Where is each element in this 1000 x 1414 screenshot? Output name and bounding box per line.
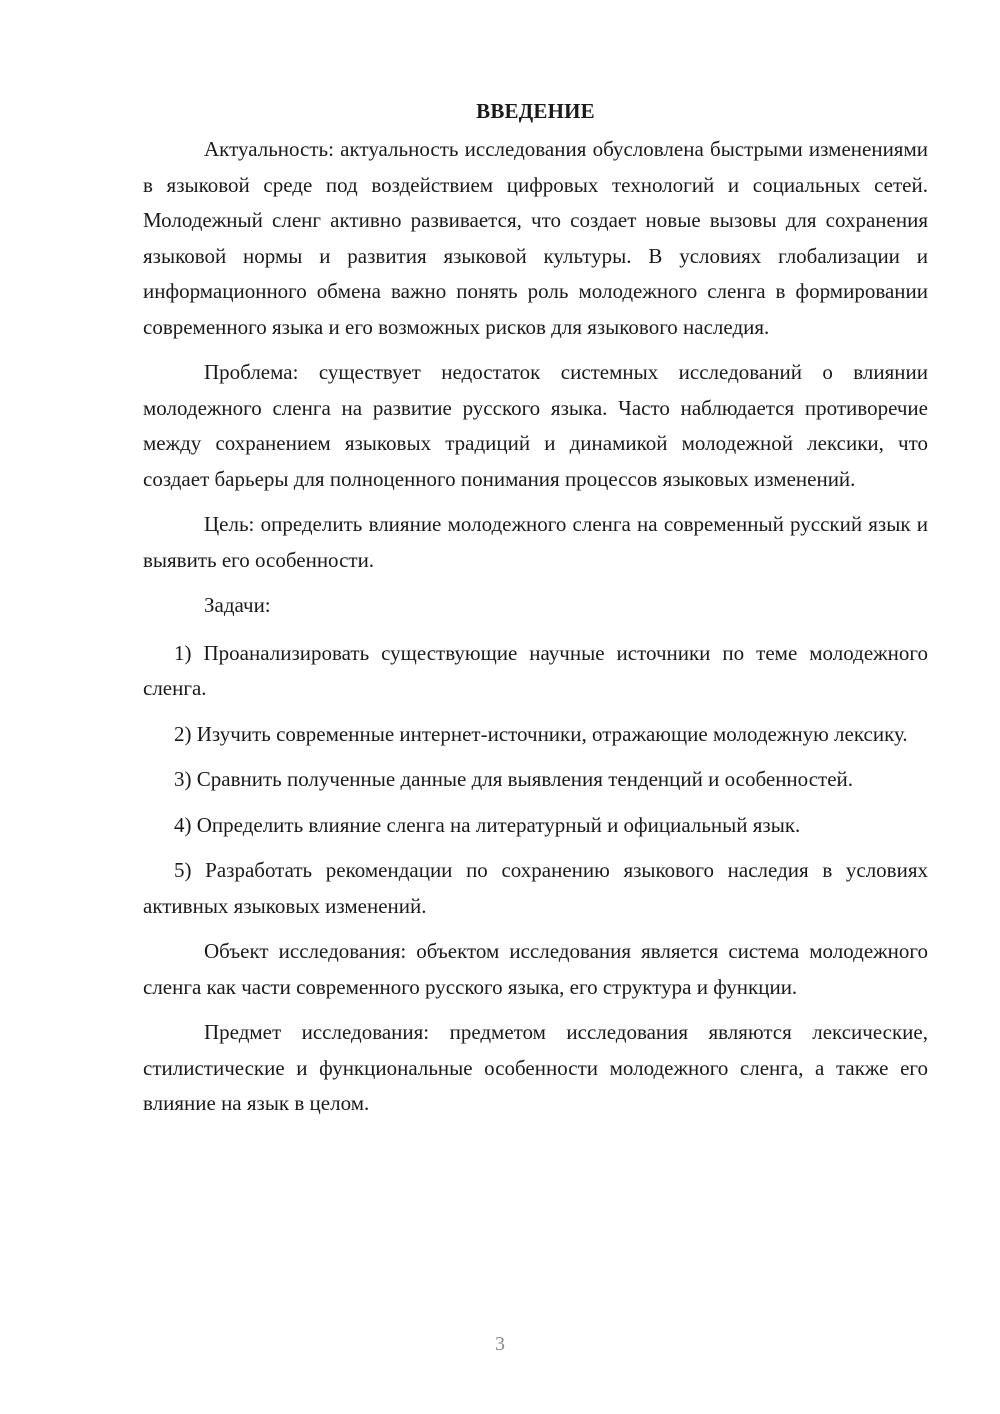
task-item-3: 3) Сравнить полученные данные для выявления тенденций и особенностей.: [174, 767, 854, 791]
problem-paragraph: Проблема: существует недостаток системных исследований о влиянии молодежного сленга на развитие русского языка. Часто наблюдается противоречие между сохранением языковых традиций и динамикой молодежной лексики, что создает барьеры для полноценного понимания процессов языковых изменений.: [143, 360, 928, 491]
section-heading: ВВЕДЕНИЕ: [476, 99, 595, 123]
subject-paragraph: Предмет исследования: предметом исследования являются лексические, стилистические и функциональные особенности молодежного сленга, а также его влияние на язык в целом.: [143, 1020, 928, 1115]
page-content: [143, 96, 928, 1132]
task-item-5: 5) Разработать рекомендации по сохранению языкового наследия в условиях активных языковых изменений.: [143, 858, 928, 918]
relevance-paragraph: Актуальность: актуальность исследования обусловлена быстрыми изменениями в языковой среде под воздействием цифровых технологий и социальных сетей. Молодежный сленг активно развивается, что создает новые вызовы для сохранения языковой нормы и развития языковой культуры. В условиях глобализации и информационного обмена важно понять роль молодежного сленга в формировании современного языка и его возможных рисков для языкового наследия.: [143, 137, 928, 339]
task-item-2: 2) Изучить современные интернет-источники, отражающие молодежную лексику.: [174, 721, 908, 746]
object-paragraph: Объект исследования: объектом исследования является система молодежного сленга как части современного русского языка, его структура и функции.: [143, 939, 928, 999]
task-item-4: 4) Определить влияние сленга на литературный и официальный язык.: [174, 812, 801, 837]
task-item-1: 1) Проанализировать существующие научные источники по теме молодежного сленга.: [143, 640, 928, 700]
page-number: 3: [495, 1333, 505, 1355]
goal-paragraph: Цель: определить влияние молодежного сленга на современный русский язык и выявить его особенности.: [143, 512, 928, 572]
tasks-label: Задачи:: [204, 593, 271, 617]
